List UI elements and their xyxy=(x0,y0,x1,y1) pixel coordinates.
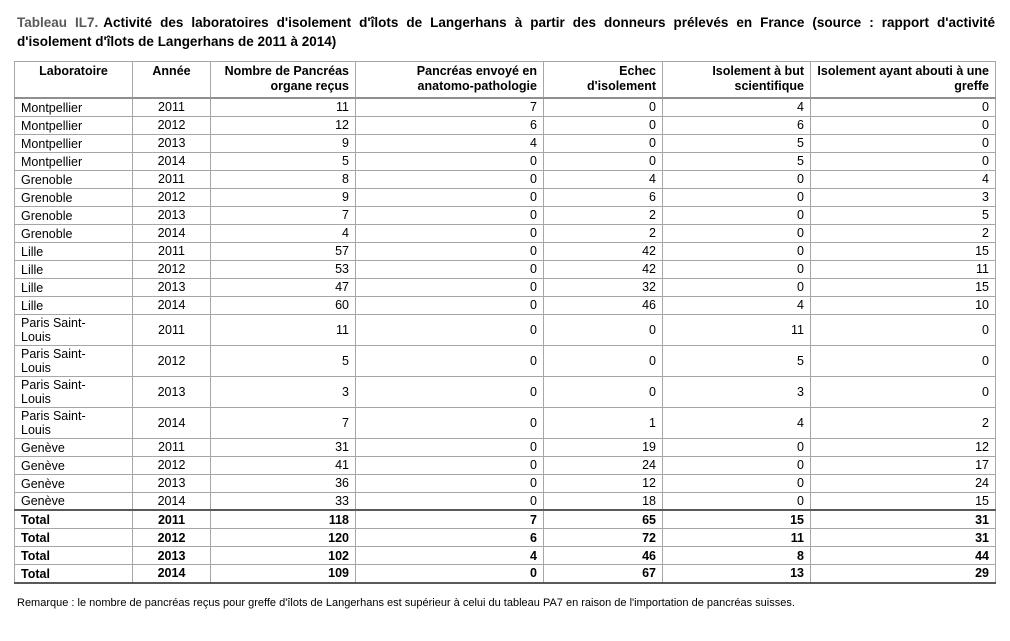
value-cell: 42 xyxy=(544,242,663,260)
value-cell: 0 xyxy=(356,376,544,407)
value-cell: 10 xyxy=(811,296,996,314)
value-cell: 0 xyxy=(663,474,811,492)
value-cell: 0 xyxy=(663,278,811,296)
table-row xyxy=(15,565,996,583)
lab-name: Montpellier xyxy=(21,100,83,115)
value-cell: 6 xyxy=(663,116,811,134)
table-row xyxy=(15,474,996,492)
value-cell: 12 xyxy=(544,474,663,492)
table-row xyxy=(15,314,996,345)
value-cell: 31 xyxy=(211,438,356,456)
col-header-pancreas-recus: Nombre de Pancréas organe reçus xyxy=(211,62,356,99)
value-cell: 11 xyxy=(211,98,356,116)
year-cell: 2014 xyxy=(133,492,211,510)
value-cell: 9 xyxy=(211,188,356,206)
value-cell: 4 xyxy=(663,98,811,116)
table-row xyxy=(15,260,996,278)
lab-name: Genève xyxy=(21,440,65,455)
lab-cell xyxy=(15,314,133,345)
value-cell: 31 xyxy=(811,529,996,547)
lab-cell xyxy=(15,278,133,296)
value-cell: 0 xyxy=(356,314,544,345)
value-cell: 11 xyxy=(211,314,356,345)
value-cell: 7 xyxy=(211,407,356,438)
year-cell: 2014 xyxy=(133,224,211,242)
footnote: Remarque : le nombre de pancréas reçus pour greffe d'îlots de Langerhans est supérieur à celui du tableau PA7 en raison de l'importation de pancréas suisses. xyxy=(17,596,795,609)
value-cell: 120 xyxy=(211,529,356,547)
lab-name: Montpellier xyxy=(21,136,83,151)
value-cell: 42 xyxy=(544,260,663,278)
value-cell: 8 xyxy=(663,547,811,565)
year-cell: 2013 xyxy=(133,206,211,224)
value-cell: 0 xyxy=(663,224,811,242)
lab-cell xyxy=(15,345,133,376)
year-cell: 2014 xyxy=(133,565,211,583)
lab-name: Genève xyxy=(21,494,65,509)
value-cell: 4 xyxy=(811,170,996,188)
lab-name: Genève xyxy=(21,458,65,473)
value-cell: 0 xyxy=(356,152,544,170)
value-cell: 15 xyxy=(663,510,811,528)
year-cell: 2014 xyxy=(133,407,211,438)
table-row xyxy=(15,529,996,547)
lab-name: Paris Saint-Louis xyxy=(21,346,86,375)
value-cell: 0 xyxy=(356,438,544,456)
value-cell: 60 xyxy=(211,296,356,314)
value-cell: 4 xyxy=(544,170,663,188)
value-cell: 15 xyxy=(811,242,996,260)
value-cell: 0 xyxy=(356,206,544,224)
value-cell: 18 xyxy=(544,492,663,510)
value-cell: 1 xyxy=(544,407,663,438)
year-cell: 2014 xyxy=(133,152,211,170)
lab-cell xyxy=(15,474,133,492)
document-page xyxy=(0,13,1010,641)
col-header-echec-isolement: Echec d'isolement xyxy=(544,62,663,99)
value-cell: 0 xyxy=(663,260,811,278)
value-cell: 3 xyxy=(811,188,996,206)
value-cell: 9 xyxy=(211,134,356,152)
value-cell: 0 xyxy=(544,376,663,407)
value-cell: 24 xyxy=(811,474,996,492)
table-row xyxy=(15,98,996,116)
lab-cell xyxy=(15,529,133,547)
value-cell: 0 xyxy=(356,456,544,474)
lab-cell xyxy=(15,224,133,242)
value-cell: 0 xyxy=(356,474,544,492)
table-row xyxy=(15,345,996,376)
value-cell: 7 xyxy=(211,206,356,224)
value-cell: 0 xyxy=(663,492,811,510)
lab-cell xyxy=(15,407,133,438)
lab-cell xyxy=(15,492,133,510)
col-header-annee: Année xyxy=(133,62,211,99)
year-cell: 2013 xyxy=(133,547,211,565)
lab-cell xyxy=(15,376,133,407)
value-cell: 5 xyxy=(663,152,811,170)
table-row xyxy=(15,206,996,224)
value-cell: 0 xyxy=(356,278,544,296)
col-header-laboratoire: Laboratoire xyxy=(15,62,133,99)
value-cell: 4 xyxy=(211,224,356,242)
year-cell: 2012 xyxy=(133,188,211,206)
year-cell: 2013 xyxy=(133,376,211,407)
value-cell: 31 xyxy=(811,510,996,528)
value-cell: 0 xyxy=(356,492,544,510)
table-row xyxy=(15,492,996,510)
value-cell: 102 xyxy=(211,547,356,565)
value-cell: 0 xyxy=(544,152,663,170)
value-cell: 65 xyxy=(544,510,663,528)
value-cell: 33 xyxy=(211,492,356,510)
year-cell: 2011 xyxy=(133,314,211,345)
value-cell: 2 xyxy=(544,206,663,224)
value-cell: 0 xyxy=(663,438,811,456)
lab-name: Lille xyxy=(21,280,44,295)
value-cell: 5 xyxy=(663,134,811,152)
value-cell: 0 xyxy=(811,98,996,116)
value-cell: 17 xyxy=(811,456,996,474)
value-cell: 0 xyxy=(663,456,811,474)
table-row xyxy=(15,407,996,438)
value-cell: 0 xyxy=(811,314,996,345)
value-cell: 24 xyxy=(544,456,663,474)
year-cell: 2012 xyxy=(133,260,211,278)
lab-name: Montpellier xyxy=(21,118,83,133)
lab-name: Paris Saint-Louis xyxy=(21,408,86,437)
lab-name: Grenoble xyxy=(21,172,73,187)
year-cell: 2011 xyxy=(133,170,211,188)
table-row xyxy=(15,296,996,314)
value-cell: 11 xyxy=(811,260,996,278)
table-row xyxy=(15,152,996,170)
lab-name: Lille xyxy=(21,244,44,259)
value-cell: 0 xyxy=(356,296,544,314)
value-cell: 0 xyxy=(663,170,811,188)
value-cell: 72 xyxy=(544,529,663,547)
value-cell: 0 xyxy=(663,242,811,260)
year-cell: 2011 xyxy=(133,242,211,260)
year-cell: 2011 xyxy=(133,98,211,116)
value-cell: 0 xyxy=(356,407,544,438)
value-cell: 2 xyxy=(811,224,996,242)
lab-name: Grenoble xyxy=(21,208,73,223)
value-cell: 118 xyxy=(211,510,356,528)
value-cell: 0 xyxy=(356,345,544,376)
lab-name: Total xyxy=(21,530,50,545)
value-cell: 0 xyxy=(811,376,996,407)
year-cell: 2012 xyxy=(133,345,211,376)
lab-cell xyxy=(15,188,133,206)
header-row xyxy=(15,62,996,99)
value-cell: 36 xyxy=(211,474,356,492)
value-cell: 0 xyxy=(356,170,544,188)
lab-name: Grenoble xyxy=(21,226,73,241)
value-cell: 0 xyxy=(811,134,996,152)
lab-name: Lille xyxy=(21,298,44,313)
value-cell: 12 xyxy=(211,116,356,134)
lab-cell xyxy=(15,296,133,314)
year-cell: 2013 xyxy=(133,278,211,296)
value-cell: 5 xyxy=(663,345,811,376)
lab-cell xyxy=(15,206,133,224)
value-cell: 6 xyxy=(544,188,663,206)
value-cell: 5 xyxy=(211,345,356,376)
value-cell: 7 xyxy=(356,510,544,528)
value-cell: 5 xyxy=(811,206,996,224)
lab-name: Total xyxy=(21,513,50,528)
value-cell: 67 xyxy=(544,565,663,583)
value-cell: 0 xyxy=(663,188,811,206)
value-cell: 4 xyxy=(663,407,811,438)
value-cell: 44 xyxy=(811,547,996,565)
table-row xyxy=(15,224,996,242)
table-body xyxy=(15,98,996,583)
year-cell: 2014 xyxy=(133,296,211,314)
value-cell: 6 xyxy=(356,529,544,547)
lab-cell xyxy=(15,134,133,152)
lab-name: Montpellier xyxy=(21,154,83,169)
value-cell: 0 xyxy=(356,242,544,260)
value-cell: 0 xyxy=(356,224,544,242)
table-row xyxy=(15,134,996,152)
year-cell: 2012 xyxy=(133,456,211,474)
table-row xyxy=(15,376,996,407)
value-cell: 0 xyxy=(356,565,544,583)
value-cell: 29 xyxy=(811,565,996,583)
table-row xyxy=(15,116,996,134)
data-table xyxy=(14,61,996,584)
table-caption-text: Activité des laboratoires d'isolement d'îlots de Langerhans à partir des donneurs prélevés en France (source : rapport d'activité d'isolement d'îlots de Langerhans de 2011 à 2014) xyxy=(17,15,995,49)
value-cell: 15 xyxy=(811,492,996,510)
table-row xyxy=(15,547,996,565)
table-row xyxy=(15,510,996,528)
lab-cell xyxy=(15,260,133,278)
value-cell: 0 xyxy=(544,134,663,152)
value-cell: 2 xyxy=(544,224,663,242)
value-cell: 32 xyxy=(544,278,663,296)
year-cell: 2011 xyxy=(133,438,211,456)
value-cell: 3 xyxy=(211,376,356,407)
value-cell: 109 xyxy=(211,565,356,583)
lab-cell xyxy=(15,242,133,260)
lab-name: Paris Saint-Louis xyxy=(21,377,86,406)
table-row xyxy=(15,438,996,456)
value-cell: 0 xyxy=(811,116,996,134)
lab-name: Genève xyxy=(21,476,65,491)
value-cell: 0 xyxy=(811,345,996,376)
value-cell: 15 xyxy=(811,278,996,296)
value-cell: 0 xyxy=(544,116,663,134)
value-cell: 5 xyxy=(211,152,356,170)
value-cell: 19 xyxy=(544,438,663,456)
lab-cell xyxy=(15,510,133,528)
table-row xyxy=(15,188,996,206)
year-cell: 2013 xyxy=(133,474,211,492)
value-cell: 46 xyxy=(544,547,663,565)
value-cell: 7 xyxy=(356,98,544,116)
value-cell: 0 xyxy=(811,152,996,170)
value-cell: 53 xyxy=(211,260,356,278)
value-cell: 4 xyxy=(663,296,811,314)
value-cell: 0 xyxy=(356,188,544,206)
value-cell: 11 xyxy=(663,529,811,547)
table-row xyxy=(15,242,996,260)
year-cell: 2012 xyxy=(133,116,211,134)
value-cell: 0 xyxy=(544,314,663,345)
value-cell: 3 xyxy=(663,376,811,407)
lab-cell xyxy=(15,565,133,583)
value-cell: 6 xyxy=(356,116,544,134)
year-cell: 2012 xyxy=(133,529,211,547)
value-cell: 13 xyxy=(663,565,811,583)
value-cell: 0 xyxy=(544,345,663,376)
lab-name: Paris Saint-Louis xyxy=(21,315,86,344)
year-cell: 2013 xyxy=(133,134,211,152)
table-row xyxy=(15,278,996,296)
lab-name: Total xyxy=(21,548,50,563)
lab-cell xyxy=(15,438,133,456)
lab-cell xyxy=(15,98,133,116)
col-header-abouti-greffe: Isolement ayant abouti à une greffe xyxy=(811,62,996,99)
table-caption-label: Tableau IL7. xyxy=(17,15,99,30)
year-cell: 2011 xyxy=(133,510,211,528)
value-cell: 47 xyxy=(211,278,356,296)
col-header-anatomo-pathologie: Pancréas envoyé en anatomo-pathologie xyxy=(356,62,544,99)
value-cell: 8 xyxy=(211,170,356,188)
table-row xyxy=(15,170,996,188)
lab-name: Grenoble xyxy=(21,190,73,205)
lab-cell xyxy=(15,152,133,170)
table-row xyxy=(15,456,996,474)
lab-cell xyxy=(15,170,133,188)
value-cell: 12 xyxy=(811,438,996,456)
lab-name: Total xyxy=(21,566,50,581)
value-cell: 11 xyxy=(663,314,811,345)
value-cell: 46 xyxy=(544,296,663,314)
value-cell: 57 xyxy=(211,242,356,260)
lab-cell xyxy=(15,547,133,565)
value-cell: 0 xyxy=(663,206,811,224)
value-cell: 4 xyxy=(356,134,544,152)
value-cell: 41 xyxy=(211,456,356,474)
lab-cell xyxy=(15,456,133,474)
value-cell: 4 xyxy=(356,547,544,565)
value-cell: 0 xyxy=(544,98,663,116)
col-header-but-scientifique: Isolement à but scientifique xyxy=(663,62,811,99)
value-cell: 0 xyxy=(356,260,544,278)
table-caption xyxy=(17,13,995,51)
lab-cell xyxy=(15,116,133,134)
value-cell: 2 xyxy=(811,407,996,438)
lab-name: Lille xyxy=(21,262,44,277)
